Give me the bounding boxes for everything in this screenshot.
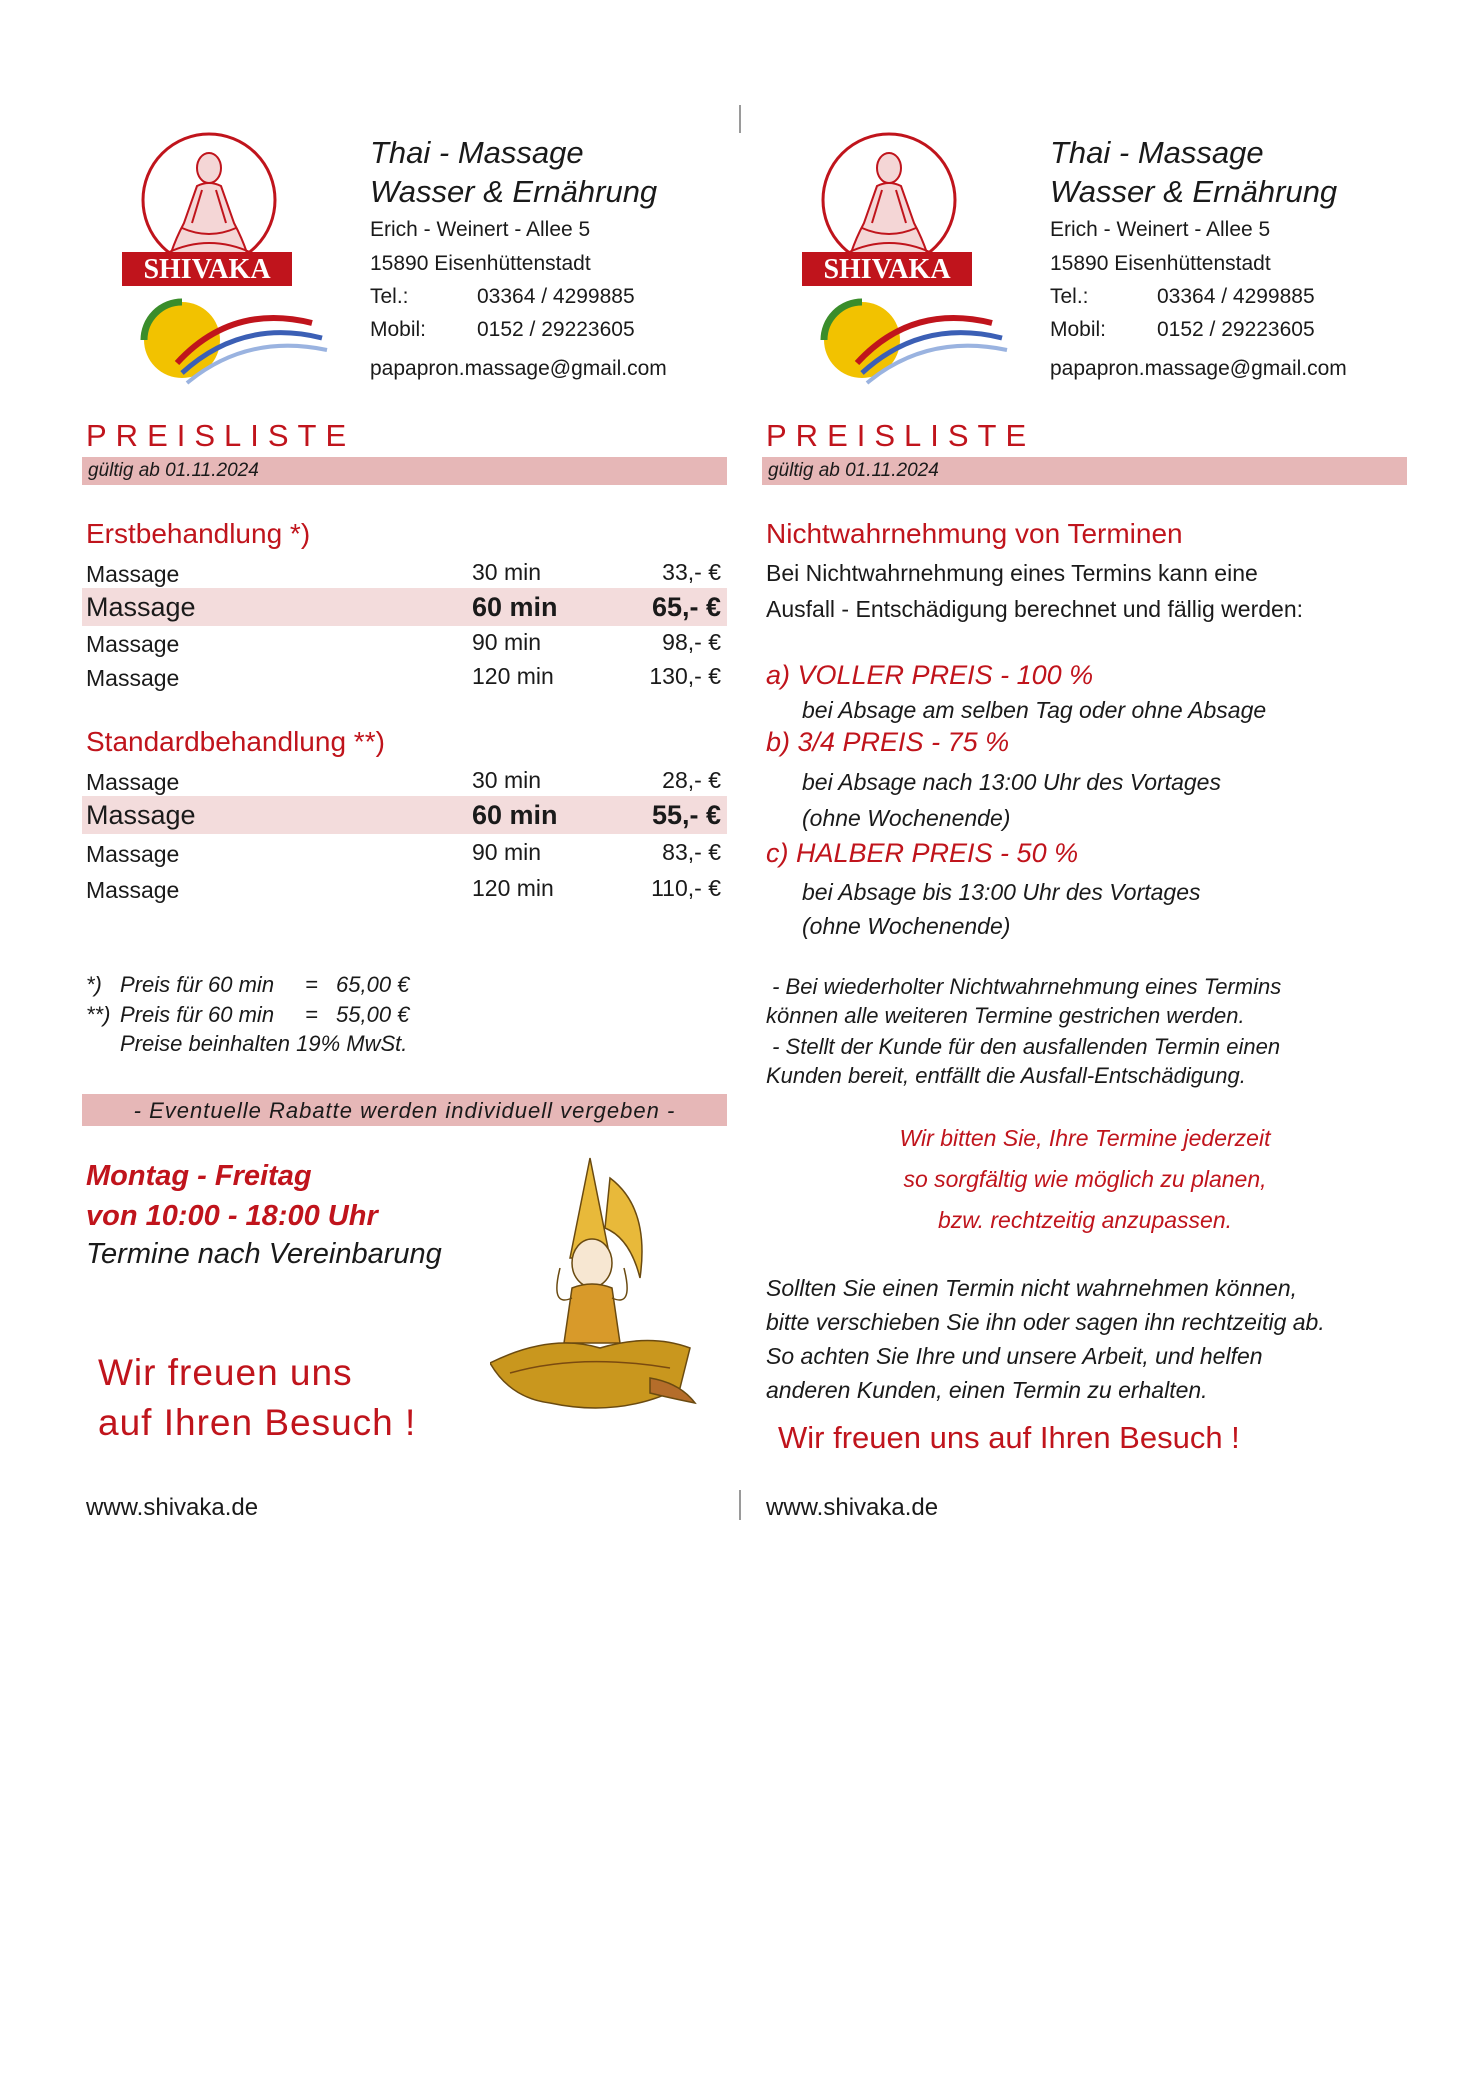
rule-1-line-2: können alle weiteren Termine gestrichen werden. [766,1003,1245,1028]
row-price: 28,- € [662,767,721,793]
valid-date: gültig ab 01.11.2024 [88,460,259,481]
fee-a-desc: bei Absage am selben Tag oder ohne Absage [802,697,1267,723]
row-duration: 90 min [472,839,542,865]
row-name: Massage [86,631,180,657]
fee-a-label: a) VOLLER PREIS - 100 % [766,660,1094,690]
header-city: 15890 Eisenhüttenstadt [1050,252,1271,275]
header-title-1: Thai - Massage [370,135,584,170]
request-line-3: bzw. rechtzeitig anzupassen. [937,1207,1233,1233]
row-price: 130,- € [649,663,721,689]
row-price: 98,- € [662,629,721,655]
row-price: 33,- € [662,559,721,585]
fee-c-desc-1: bei Absage bis 13:00 Uhr des Vortages [802,879,1201,905]
price-row-highlight [82,588,727,626]
row-duration: 60 min [472,800,558,830]
header-mobil-value: 0152 / 29223605 [477,318,635,341]
preisliste-title: PREISLISTE [86,418,356,453]
header-mobil-label: Mobil: [370,318,427,341]
row-duration: 30 min [472,559,542,585]
price-row [82,872,727,906]
website-link[interactable]: www.shivaka.de [86,1494,259,1521]
price-row [82,764,727,798]
fee-c-label: c) HALBER PREIS - 50 % [766,838,1079,868]
welcome-line: Wir freuen uns auf Ihren Besuch ! [778,1420,1240,1455]
row-name: Massage [86,665,180,691]
appointment-note: Termine nach Vereinbarung [86,1238,442,1270]
shivaka-logo [122,128,332,398]
header-title-2: Wasser & Ernährung [1050,174,1338,209]
note-2-mark: **) [86,1002,111,1027]
reschedule-line-2: bitte verschieben Sie ihn oder sagen ihn rechtzeitig ab. [766,1309,1325,1335]
header-email[interactable]: papapron.massage@gmail.com [370,357,667,380]
note-1-text: Preis für 60 min [120,972,275,997]
opening-hours: von 10:00 - 18:00 Uhr [86,1200,378,1232]
note-2-text: Preis für 60 min [120,1002,275,1027]
fee-c-desc-2: (ohne Wochenende) [802,913,1011,939]
row-price: 83,- € [662,839,721,865]
opening-days: Montag - Freitag [86,1160,312,1192]
logo-text: SHIVAKA [143,254,271,285]
row-price: 110,- € [651,875,721,901]
price-row [82,556,727,590]
fee-b-desc-1: bei Absage nach 13:00 Uhr des Vortages [802,769,1221,795]
header-tel-label: Tel.: [1050,285,1089,308]
thai-dancer-illustration [490,1148,700,1428]
row-price: 65,- € [651,592,721,622]
column-divider-bottom [739,1490,741,1520]
price-row-highlight [82,796,727,834]
row-name: Massage [86,769,180,795]
row-duration: 120 min [472,875,554,901]
fee-b-desc-2: (ohne Wochenende) [802,805,1011,831]
reschedule-line-4: anderen Kunden, einen Termin zu erhalten. [766,1377,1208,1403]
row-name: Massage [86,800,196,830]
erstbehandlung-heading: Erstbehandlung *) [86,518,311,549]
reschedule-line-3: So achten Sie Ihre und unsere Arbeit, und helfen [766,1343,1263,1369]
request-line-1: Wir bitten Sie, Ihre Termine jederzeit [899,1125,1271,1151]
reschedule-line-1: Sollten Sie einen Termin nicht wahrnehmen können, [766,1275,1298,1301]
valid-bar [762,457,1407,485]
note-1-mark: *) [86,972,102,997]
preisliste-title: PREISLISTE [766,418,1036,453]
row-price: 55,- € [651,800,721,830]
header-mobil-label: Mobil: [1050,318,1107,341]
price-row [82,836,727,870]
rabatt-text: - Eventuelle Rabatte werden individuell vergeben - [133,1098,676,1123]
rule-2-line-1: - Stellt der Kunde für den ausfallenden Termin einen [766,1034,1281,1059]
row-name: Massage [86,592,196,622]
fee-b-label: b) 3/4 PREIS - 75 % [766,727,1010,757]
header-tel-value: 03364 / 4299885 [1157,285,1315,308]
note-1-value: 65,00 € [336,972,410,997]
header-tel-label: Tel.: [370,285,409,308]
standardbehandlung-heading: Standardbehandlung **) [86,726,385,757]
row-name: Massage [86,877,180,903]
header-title-2: Wasser & Ernährung [370,174,658,209]
price-row [82,660,727,694]
valid-date: gültig ab 01.11.2024 [768,460,939,481]
rule-2-line-2: Kunden bereit, entfällt die Ausfall-Entschädigung. [766,1063,1246,1088]
logo-text: SHIVAKA [823,254,951,285]
row-name: Massage [86,841,180,867]
welcome-line-1: Wir freuen uns [98,1352,353,1393]
header-street: Erich - Weinert - Allee 5 [370,218,591,241]
intro-line-1: Bei Nichtwahrnehmung eines Termins kann eine [766,560,1258,586]
left-column [80,0,730,1560]
row-duration: 90 min [472,629,542,655]
request-line-2: so sorgfältig wie möglich zu planen, [903,1166,1267,1192]
header-city: 15890 Eisenhüttenstadt [370,252,591,275]
note-2-value: 55,00 € [336,1002,410,1027]
header-title-1: Thai - Massage [1050,135,1264,170]
price-row [82,626,727,660]
row-name: Massage [86,561,180,587]
note-2-eq: = [305,1002,318,1027]
rabatt-bar [82,1094,727,1126]
right-column [760,0,1410,1560]
row-duration: 120 min [472,663,554,689]
header-tel-value: 03364 / 4299885 [477,285,635,308]
column-divider-top [739,105,741,133]
welcome-line-2: auf Ihren Besuch ! [98,1402,417,1443]
note-1-eq: = [305,972,318,997]
header-email[interactable]: papapron.massage@gmail.com [1050,357,1347,380]
rule-1-line-1: - Bei wiederholter Nichtwahrnehmung eines Termins [766,974,1282,999]
row-duration: 30 min [472,767,542,793]
header-street: Erich - Weinert - Allee 5 [1050,218,1271,241]
header-mobil-value: 0152 / 29223605 [1157,318,1315,341]
nichtwahrnehmung-heading: Nichtwahrnehmung von Terminen [766,518,1183,549]
valid-bar [82,457,727,485]
website-link[interactable]: www.shivaka.de [766,1494,939,1521]
row-duration: 60 min [472,592,558,622]
intro-line-2: Ausfall - Entschädigung berechnet und fällig werden: [766,596,1304,622]
note-vat: Preise beinhalten 19% MwSt. [120,1031,408,1056]
shivaka-logo [802,128,1012,398]
